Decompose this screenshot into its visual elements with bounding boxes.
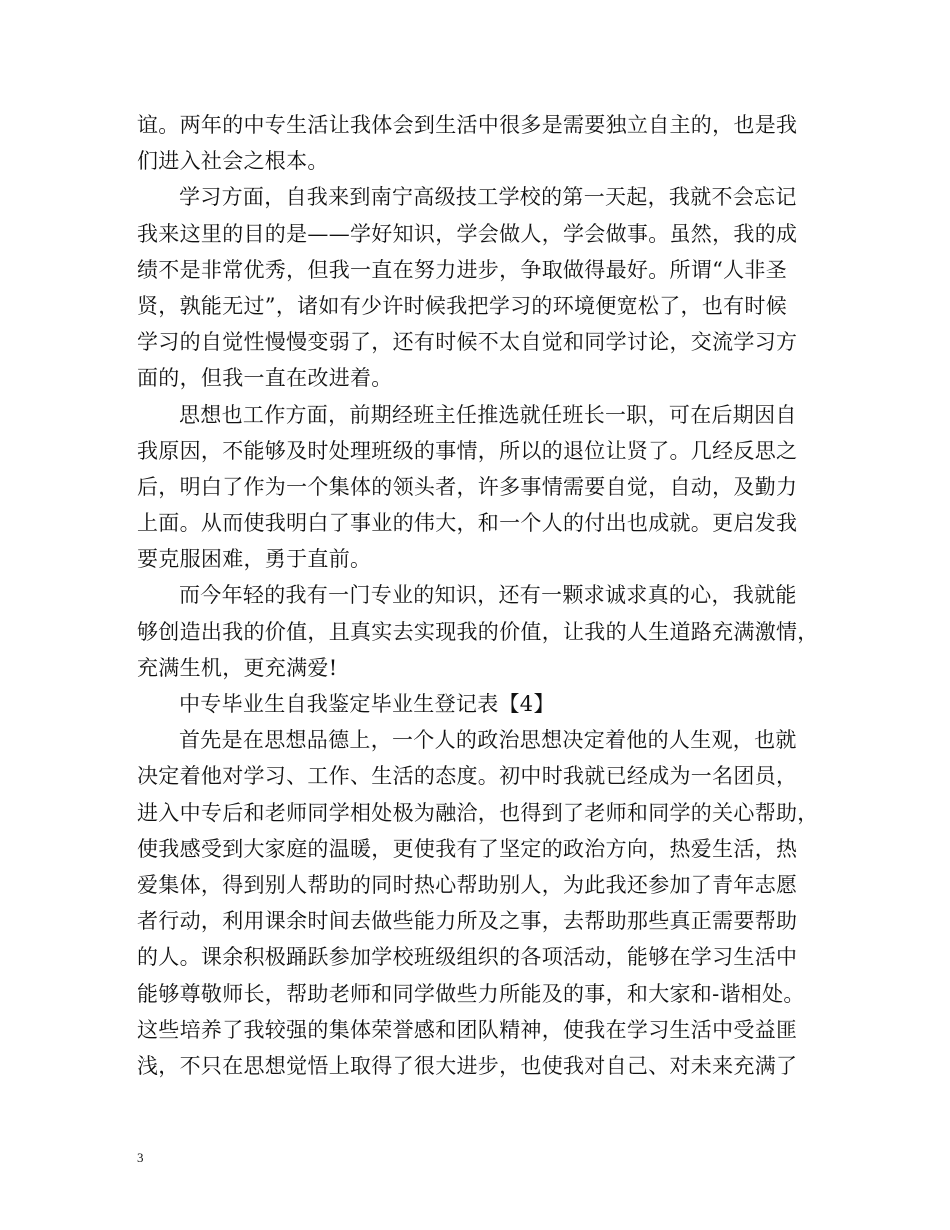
text-line: 使我感受到大家庭的温暖，更使我有了坚定的政治方向，热爱生活，热 bbox=[137, 836, 798, 861]
text-line: 谊。两年的中专生活让我体会到生活中很多是需要独立自主的，也是我 bbox=[137, 113, 798, 137]
text-line: 面的，但我一直在改进着。 bbox=[137, 366, 393, 391]
text-line: 们进入社会之根本。 bbox=[137, 149, 329, 174]
text-line: 思想也工作方面，前期经班主任推选就任班长一职，可在后期因自 bbox=[179, 402, 797, 427]
text-line: 充满生机，更充满爱! bbox=[137, 655, 338, 680]
page-number: 3 bbox=[137, 1150, 144, 1165]
text-line: 我来这里的目的是——学好知识，学会做人，学会做事。虽然，我的成 bbox=[137, 221, 798, 246]
text-line: 者行动，利用课余时间去做些能力所及之事，去帮助那些真正需要帮助 bbox=[137, 909, 798, 934]
text-line: 够创造出我的价值，且真实去实现我的价值，让我的人生道路充满激情， bbox=[137, 619, 819, 644]
section-heading: 中专毕业生自我鉴定毕业生登记表【4】 bbox=[179, 692, 555, 716]
text-line: 学习方面，自我来到南宁高级技工学校的第一天起，我就不会忘记 bbox=[179, 185, 797, 210]
text-line: 能够尊敬师长，帮助老师和同学做些力所能及的事，和大家和-谐相处。 bbox=[137, 981, 805, 1006]
text-line: 的人。课余积极踊跃参加学校班级组织的各项活动，能够在学习生活中 bbox=[137, 945, 798, 970]
text-line: 上面。从而使我明白了事业的伟大，和一个人的付出也成就。更启发我 bbox=[137, 511, 798, 536]
text-line: 首先是在思想品德上，一个人的政治思想决定着他的人生观，也就 bbox=[179, 728, 797, 753]
text-line: 绩不是非常优秀，但我一直在努力进步，争取做得最好。所谓“人非圣 bbox=[137, 257, 788, 282]
text-line: 后，明白了作为一个集体的领头者，许多事情需要自觉，自动，及勤力 bbox=[137, 474, 798, 499]
text-line: 决定着他对学习、工作、生活的态度。初中时我就已经成为一名团员， bbox=[137, 764, 798, 789]
text-line: 进入中专后和老师同学相处极为融洽，也得到了老师和同学的关心帮助， bbox=[137, 800, 819, 825]
text-line: 要克服困难，勇于直前。 bbox=[137, 547, 372, 572]
text-line: 我原因，不能够及时处理班级的事情，所以的退位让贤了。几经反思之 bbox=[137, 438, 798, 463]
text-line: 学习的自觉性慢慢变弱了，还有时候不太自觉和同学讨论，交流学习方 bbox=[137, 330, 798, 355]
text-line: 而今年轻的我有一门专业的知识，还有一颗求诚求真的心，我就能 bbox=[179, 583, 797, 608]
text-line: 贤，孰能无过”，诸如有少许时候我把学习的环境便宽松了，也有时候 bbox=[137, 293, 788, 318]
text-line: 爱集体，得到别人帮助的同时热心帮助别人，为此我还参加了青年志愿 bbox=[137, 872, 798, 897]
text-line: 这些培养了我较强的集体荣誉感和团队精神，使我在学习生活中受益匪 bbox=[137, 1017, 798, 1042]
body-text bbox=[137, 107, 827, 1084]
text-line: 浅，不只在思想觉悟上取得了很大进步，也使我对自己、对未来充满了 bbox=[137, 1053, 798, 1078]
